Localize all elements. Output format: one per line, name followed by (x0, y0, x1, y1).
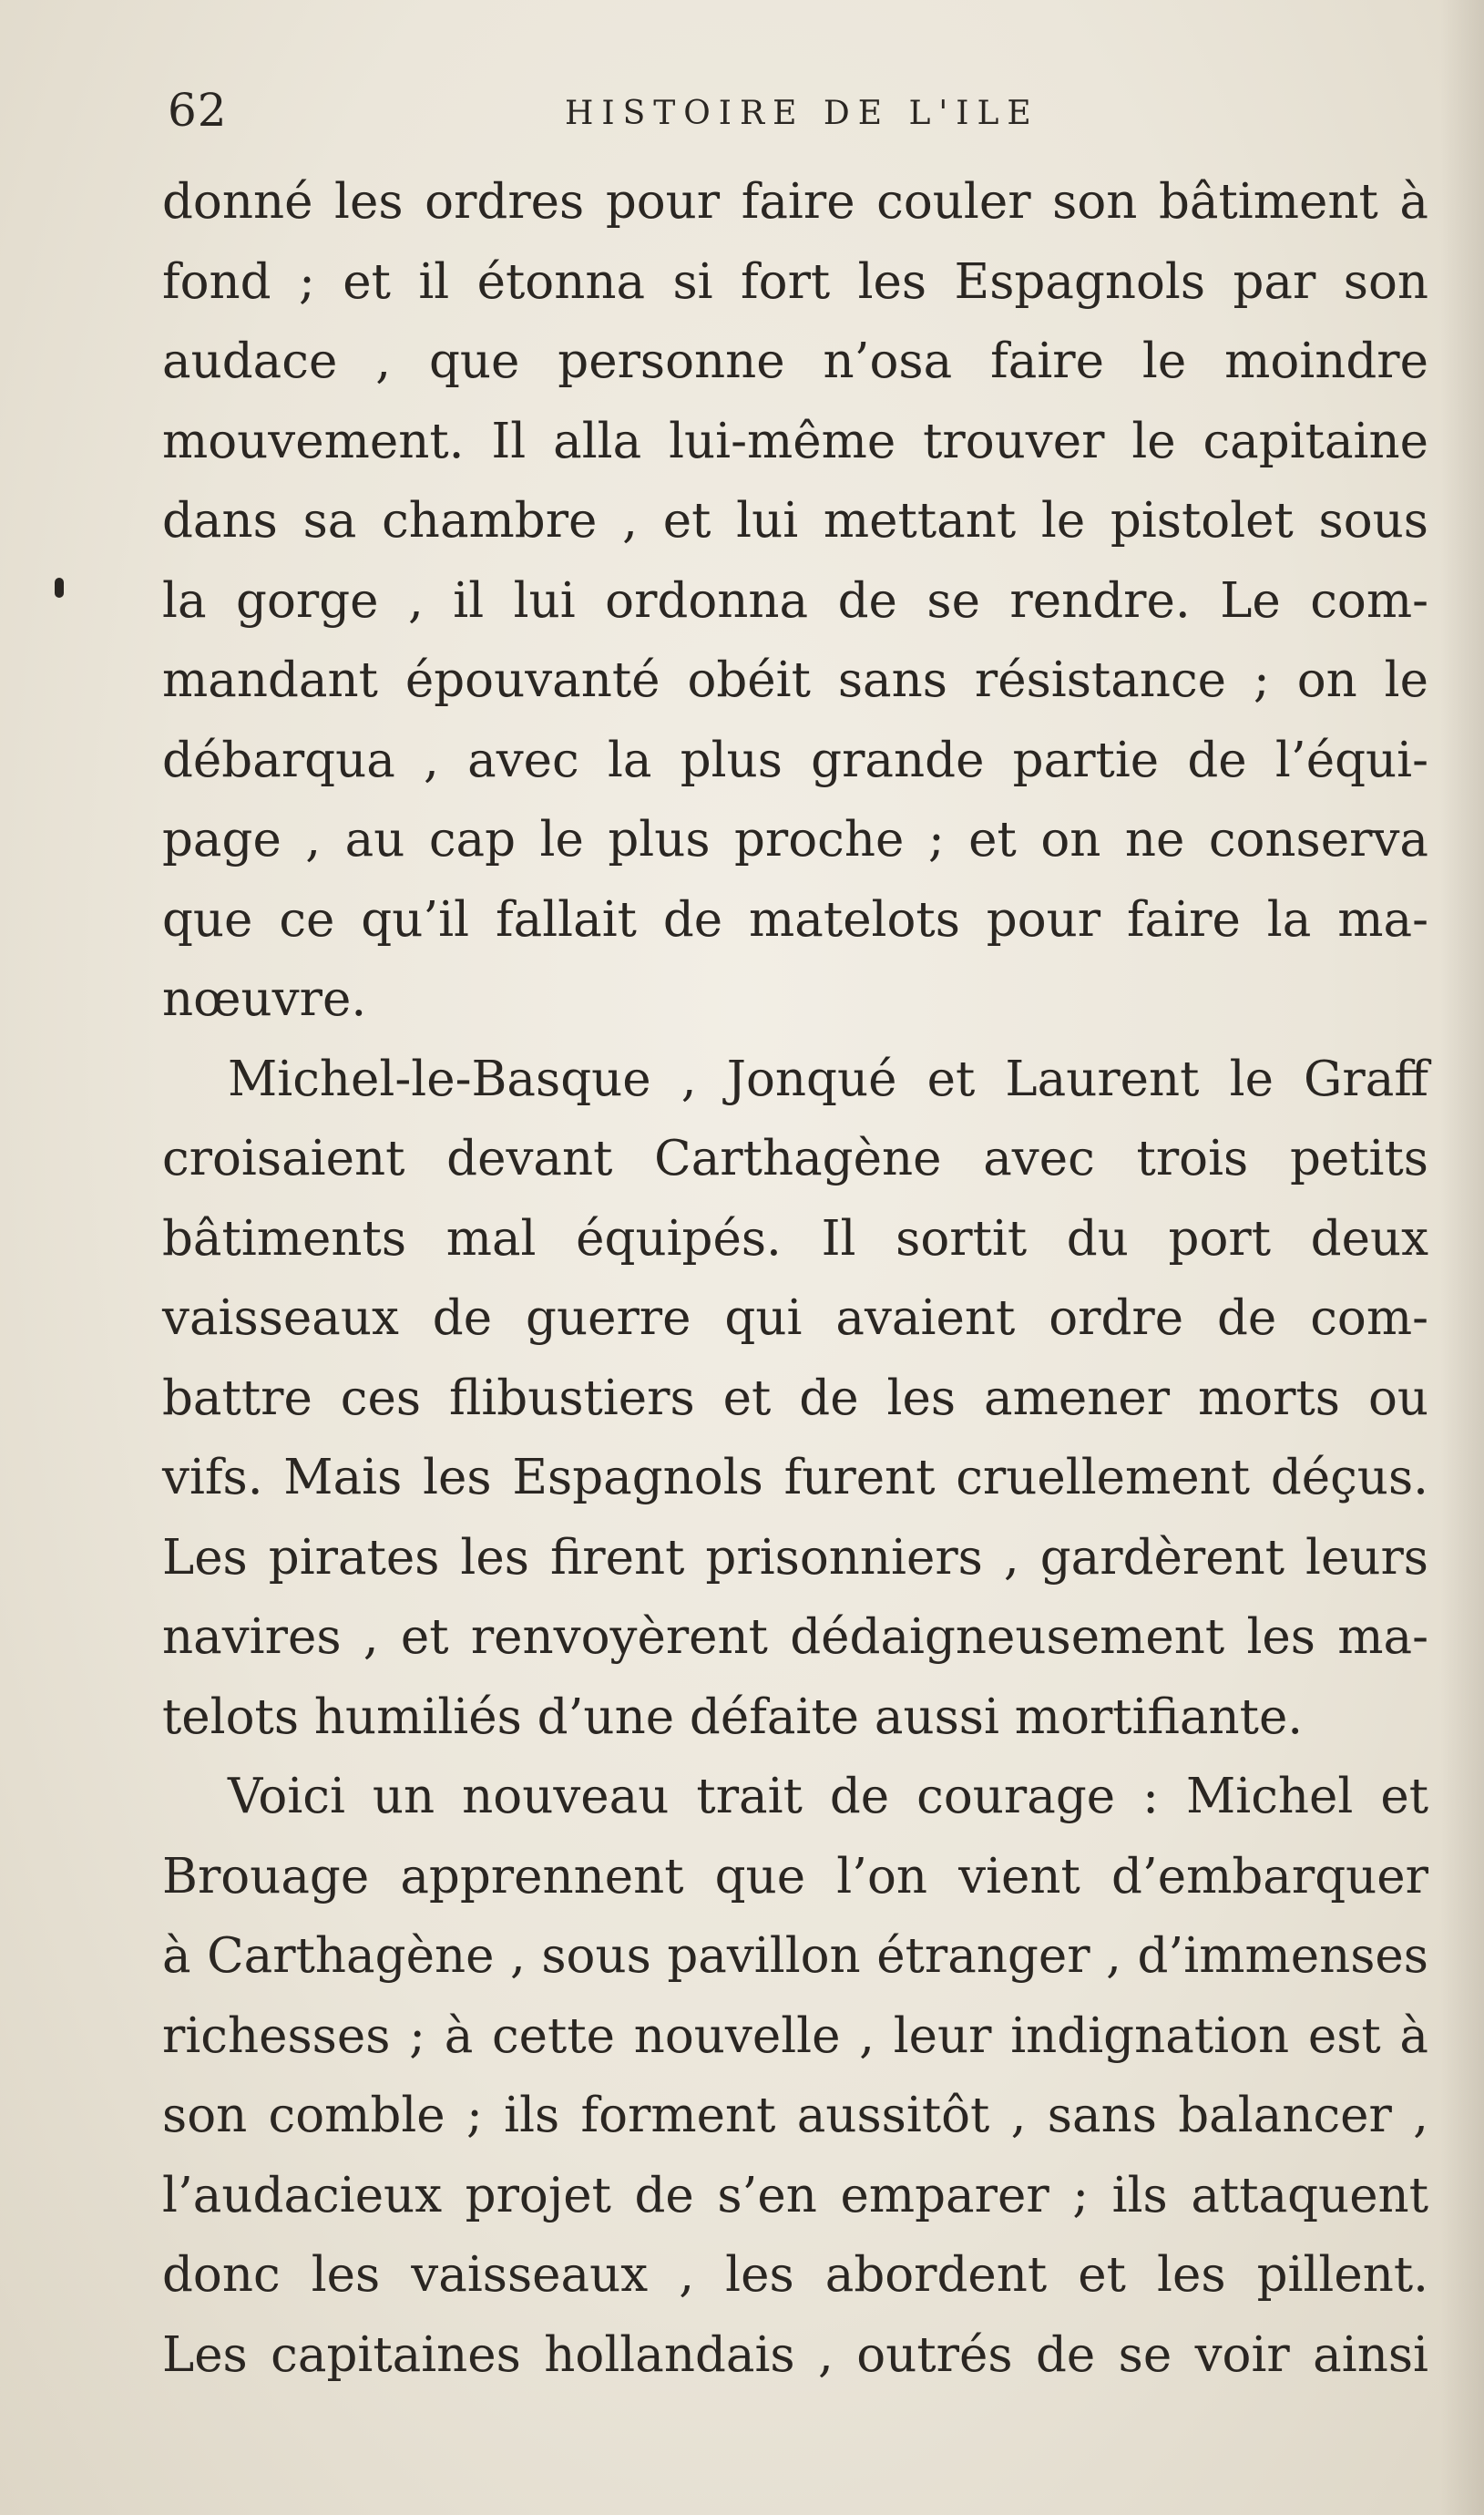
text-line: son comble ; ils forment aussitôt , sans balancer , (162, 2088, 1428, 2143)
text-line: vaisseaux de guerre qui avaient ordre de com- (162, 1290, 1428, 1346)
text-line: dans sa chambre , et lui mettant le pistolet sous (162, 493, 1428, 549)
paragraph-start-line: Michel-le-Basque , Jonqué et Laurent le Graff (228, 1051, 1428, 1107)
text-line: à Carthagène , sous pavillon étranger , d’immenses (162, 1928, 1428, 1984)
text-line: mandant épouvanté obéit sans résistance ; on le (162, 652, 1428, 708)
page-edge-shadow (1440, 0, 1484, 2515)
text-line: donc les vaisseaux , les abordent et les pillent. (162, 2247, 1428, 2303)
text-line: croisaient devant Carthagène avec trois petits (162, 1131, 1428, 1186)
text-line: Les capitaines hollandais , outrés de se voir ainsi (162, 2326, 1428, 2383)
running-head: HISTOIRE DE L'ILE (565, 95, 1039, 132)
page-header (168, 84, 1425, 148)
text-line: richesses ; à cette nouvelle , leur indignation est à (162, 2007, 1428, 2064)
text-line: débarqua , avec la plus grande partie de l’équi- (162, 732, 1428, 788)
text-line: la gorge , il lui ordonna de se rendre. Le com- (162, 572, 1428, 629)
text-line: l’audacieux projet de s’en emparer ; ils attaquent (162, 2167, 1428, 2223)
text-line: battre ces flibustiers et de les amener morts ou (162, 1370, 1428, 1426)
text-line: navires , et renvoyèrent dédaigneusement les ma- (162, 1609, 1428, 1665)
text-line: Les pirates les firent prisonniers , gardèrent leurs (162, 1529, 1428, 1586)
paragraph-end-line: telots humiliés d’une défaite aussi mortifiante. (162, 1689, 1304, 1745)
text-line: fond ; et il étonna si fort les Espagnols par son (162, 253, 1428, 310)
paragraph-end-line: nœuvre. (162, 971, 367, 1027)
margin-mark (55, 578, 64, 598)
paragraph-start-line: Voici un nouveau trait de courage : Michel et (228, 1769, 1428, 1824)
text-line: audace , que personne n’osa faire le moindre (162, 334, 1428, 389)
text-line: Brouage apprennent que l’on vient d’embarquer (162, 1848, 1428, 1904)
page-number: 62 (168, 84, 228, 137)
text-line: que ce qu’il fallait de matelots pour faire la ma- (162, 891, 1428, 948)
body-text (162, 162, 1428, 2395)
text-line: mouvement. Il alla lui-même trouver le capitaine (162, 413, 1428, 469)
text-line: page , au cap le plus proche ; et on ne conserva (162, 812, 1428, 867)
text-line: vifs. Mais les Espagnols furent cruellement déçus. (162, 1450, 1428, 1505)
text-line: bâtiments mal équipés. Il sortit du port deux (162, 1210, 1428, 1267)
text-line: donné les ordres pour faire couler son bâtiment à (162, 174, 1428, 230)
